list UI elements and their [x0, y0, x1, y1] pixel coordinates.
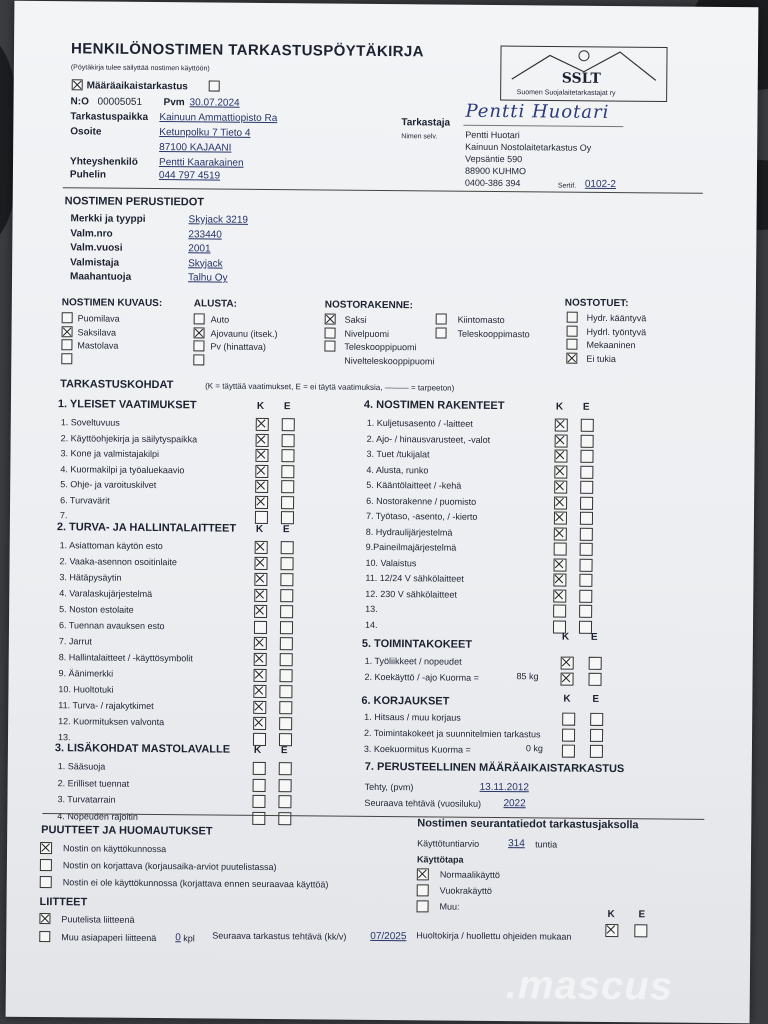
basic-label-2: Valm.nro	[70, 227, 113, 240]
kuvaus-label-puomilava: Puomilava	[77, 313, 120, 324]
tuet-title: NOSTOTUET:	[564, 297, 629, 310]
osoite-line1: Ketunpolku 7 Tieto 4	[159, 127, 251, 139]
s4-item-9: 9.Paineilmajärjestelmä	[365, 541, 457, 553]
s6-e-checkbox-1[interactable]	[590, 713, 603, 726]
s4-item-12: 12. 230 V sähkölaitteet	[365, 588, 457, 600]
s4-e-checkbox-1[interactable]	[581, 419, 594, 432]
s1-k-checkbox-2[interactable]	[256, 433, 269, 446]
s4-item-14: 14.	[364, 619, 378, 630]
s3-k-checkbox-2[interactable]	[253, 778, 266, 791]
s4-e-checkbox-8[interactable]	[580, 527, 593, 540]
s2-item-2: 2. Vaaka-asennon osoitinlaite	[59, 556, 178, 568]
no-label: N:O	[70, 96, 89, 108]
s2-e-checkbox-3[interactable]	[280, 573, 293, 586]
basic-value-4: Skyjack	[188, 257, 223, 270]
puhelin-label: Puhelin	[69, 169, 107, 181]
s2-item-11: 11. Turva- / rajakytkimet	[58, 700, 154, 712]
s4-item-7: 7. Työtaso, -asento, / -kierto	[365, 510, 478, 522]
s1-item-7: 7.	[59, 510, 68, 521]
s3-e-checkbox-2[interactable]	[279, 779, 292, 792]
next-inspection-value: 07/2025	[370, 930, 407, 943]
tuet-checkbox-4[interactable]	[566, 352, 577, 363]
s4-e-checkbox-2[interactable]	[581, 434, 594, 447]
next-inspection-label: Seuraava tarkastus tehtävä (kk/v)	[212, 930, 347, 942]
s2-e-checkbox-11[interactable]	[279, 701, 292, 714]
kuvaus-checkbox-1[interactable]	[62, 312, 73, 323]
s1-e-checkbox-6[interactable]	[281, 496, 294, 509]
s3-item-4: 4. Nopeuden rajoitin	[57, 810, 138, 822]
s5-load-value: 85 kg	[516, 671, 539, 682]
s4-e-checkbox-11[interactable]	[579, 574, 592, 587]
s4-item-13: 13.	[365, 603, 378, 614]
s2-e-checkbox-8[interactable]	[280, 653, 293, 666]
tarkastaja-label: Tarkastaja	[401, 117, 451, 129]
kayttotapa-checkbox-muu[interactable]	[417, 900, 429, 912]
s2-e-checkbox-10[interactable]	[279, 685, 292, 698]
s3-e-header: E	[280, 745, 288, 757]
pvm-value: 30.07.2024	[189, 97, 240, 109]
tuet-label-hydr-kääntyvä: Hydr. kääntyvä	[586, 312, 647, 324]
s4-k-checkbox-8[interactable]	[554, 527, 567, 540]
basic-value-5: Talhu Oy	[187, 272, 228, 284]
rakenne-title: NOSTORAKENNE:	[324, 299, 414, 312]
kayttotapa-label: Käyttötapa	[416, 854, 464, 865]
tuet-label-hydrl-työntyvä: Hydrl. työntyvä	[586, 326, 647, 337]
kayttotapa-label-vuokrakäyttö: Vuokrakäyttö	[439, 885, 492, 896]
form-subtitle: (Pöytäkirja tulee säilyttää nostimen käyttöön)	[70, 64, 210, 73]
s1-e-header: E	[283, 401, 291, 413]
attachment-label-puutelista: Puutelista liitteenä	[61, 914, 135, 925]
s2-item-5: 5. Noston estolaite	[59, 604, 134, 615]
s6-k-checkbox-1[interactable]	[562, 713, 575, 726]
tuet-label-ei-tukia: Ei tukia	[586, 353, 616, 364]
s2-k-checkbox-1[interactable]	[255, 541, 268, 554]
rakenne-checkbox-nivelpuomi[interactable]	[325, 327, 336, 338]
s4-item-6: 6. Nostorakenne / puomisto	[366, 495, 477, 507]
s2-k-checkbox-3[interactable]	[254, 573, 267, 586]
s2-e-checkbox-5[interactable]	[280, 605, 293, 618]
rakenne-label-teleskooppipuomi: Teleskooppipuomi	[344, 341, 417, 353]
s2-item-12: 12. Kuormituksen valvonta	[58, 716, 165, 728]
attachment-count-unit: kpl	[183, 933, 195, 944]
maaraaikais-extra-checkbox[interactable]	[209, 80, 220, 91]
s7-seur-value: 2022	[503, 798, 526, 810]
s5-item-2: 2. Koekäyttö / -ajo Kuorma =	[364, 671, 479, 683]
s6-title: 6. KORJAUKSET	[361, 694, 450, 708]
s2-item-7: 7. Jarrut	[58, 636, 92, 647]
s6-e-checkbox-2[interactable]	[590, 729, 603, 742]
manual-e-checkbox[interactable]	[634, 924, 647, 937]
s1-k-checkbox-4[interactable]	[255, 464, 268, 477]
s4-e-checkbox-10[interactable]	[579, 558, 592, 571]
s1-e-checkbox-2[interactable]	[282, 434, 295, 447]
tuet-checkbox-1[interactable]	[567, 312, 578, 323]
s4-e-header: E	[582, 401, 590, 413]
s1-e-checkbox-7[interactable]	[281, 511, 294, 524]
basic-info-title: NOSTIMEN PERUSTIEDOT	[64, 195, 205, 209]
s1-item-5: 5. Ohje- ja varoituskilvet	[60, 479, 157, 491]
attachment-checkbox-puutelista[interactable]	[39, 913, 50, 924]
s2-e-checkbox-2[interactable]	[280, 557, 293, 570]
s2-e-checkbox-4[interactable]	[280, 589, 293, 602]
sslt-logo-text: SSLT	[561, 70, 601, 87]
s1-k-checkbox-1[interactable]	[256, 418, 269, 431]
rakenne-label-nivelteleskooppipuomi: Nivelteleskooppipuomi	[344, 355, 435, 366]
alusta-label-ajovaunu-itsek: Ajovaunu (itsek.)	[210, 327, 278, 339]
s3-e-checkbox-4[interactable]	[278, 812, 291, 825]
sertif-value: 0102-2	[584, 178, 617, 191]
rakenne-label-saksi: Saksi	[344, 314, 367, 325]
s6-item-2: 2. Toimintakokeet ja suunnitelmien tarkastus	[364, 727, 541, 740]
hours-value: 314	[508, 838, 525, 850]
rakenne-label-nivelpuomi: Nivelpuomi	[344, 328, 390, 339]
s7-tehty-value: 13.11.2012	[479, 781, 529, 794]
s2-k-checkbox-2[interactable]	[254, 557, 267, 570]
s4-k-checkbox-10[interactable]	[553, 558, 566, 571]
s6-e-checkbox-3[interactable]	[590, 745, 603, 758]
attachment-checkbox-muu[interactable]	[39, 931, 50, 942]
s6-k-checkbox-2[interactable]	[562, 729, 575, 742]
s5-e-checkbox-2[interactable]	[588, 673, 601, 686]
s2-k-checkbox-8[interactable]	[254, 653, 267, 666]
s6-k-checkbox-3[interactable]	[562, 745, 575, 758]
alusta-checkbox-2[interactable]	[194, 327, 205, 338]
kuvaus-label-mastolava: Mastolava	[77, 340, 119, 351]
defect-checkbox-2[interactable]	[40, 859, 52, 871]
alusta-checkbox-4[interactable]	[193, 354, 204, 365]
kayttotapa-checkbox-normaalikäyttö[interactable]	[417, 868, 429, 880]
s4-k-checkbox-3[interactable]	[554, 450, 567, 463]
s4-k-checkbox-13[interactable]	[553, 604, 566, 617]
kayttotapa-label-normaalikäyttö: Normaalikäyttö	[439, 869, 500, 881]
s2-e-checkbox-9[interactable]	[280, 669, 293, 682]
s3-e-checkbox-1[interactable]	[279, 762, 292, 775]
s4-item-1: 1. Kuljetusasento / -laitteet	[366, 417, 473, 429]
s2-item-6: 6. Tuennan avauksen esto	[58, 620, 165, 632]
s6-k-header: K	[563, 693, 571, 705]
puhelin-value: 044 797 4519	[158, 170, 221, 182]
yhteys-label: Yhteyshenkilö	[69, 156, 138, 168]
attachment-count: 0	[175, 932, 181, 944]
rakenne-checkbox-kiintomasto[interactable]	[436, 313, 447, 324]
basic-label-3: Valm.vuosi	[70, 242, 123, 254]
kuvaus-checkbox-3[interactable]	[61, 339, 72, 350]
osoite-label: Osoite	[70, 126, 102, 138]
s4-e-checkbox-6[interactable]	[580, 496, 593, 509]
kayttotapa-checkbox-vuokrakäyttö[interactable]	[417, 884, 429, 896]
osoite-line2: 87100 KAJAANI	[159, 142, 232, 154]
hours-unit: tuntia	[535, 839, 558, 850]
s4-e-checkbox-4[interactable]	[580, 465, 593, 478]
s2-k-checkbox-12[interactable]	[253, 717, 266, 730]
inspector-company: Kainuun Nostolaitetarkastus Oy	[465, 141, 592, 153]
s1-e-checkbox-1[interactable]	[282, 418, 295, 431]
s5-k-header: K	[561, 631, 570, 643]
maaraaikais-label: Määräaikaistarkastus	[86, 80, 188, 93]
basic-label-1: Merkki ja tyyppi	[70, 213, 146, 225]
s4-k-checkbox-12[interactable]	[553, 589, 566, 602]
basic-value-2: 233440	[188, 228, 222, 241]
s3-item-3: 3. Turvatarrain	[57, 794, 116, 805]
inspector-name: Pentti Huotari	[465, 129, 520, 141]
form-title: HENKILÖNOSTIMEN TARKASTUSPÖYTÄKIRJA	[70, 40, 424, 61]
hours-label: Käyttötuntiarvio	[417, 838, 480, 849]
manual-e-header: E	[638, 909, 646, 921]
rakenne-checkbox-teleskooppimasto[interactable]	[436, 327, 447, 338]
nimen-selv-label: Nimen selv.	[401, 133, 438, 141]
s2-e-checkbox-6[interactable]	[280, 621, 293, 634]
paikka-value: Kainuun Ammattiopisto Ra	[159, 112, 278, 125]
s5-k-checkbox-1[interactable]	[561, 657, 574, 670]
s4-e-checkbox-5[interactable]	[580, 481, 593, 494]
s7-seur-label: Seuraava tehtävä (vuosiluku)	[364, 797, 482, 809]
s4-e-checkbox-9[interactable]	[580, 543, 593, 556]
inspector-street: Vepsäntie 590	[465, 153, 523, 165]
s4-item-2: 2. Ajo- / hinausvarusteet, -valot	[366, 433, 491, 445]
s2-k-checkbox-11[interactable]	[253, 701, 266, 714]
manual-label: Huoltokirja / huollettu ohjeiden mukaan	[416, 930, 572, 942]
sertif-label: Sertif.	[557, 182, 577, 190]
s3-title: 3. LISÄKOHDAT MASTOLAVALLE	[54, 742, 231, 756]
kuvaus-checkbox-2[interactable]	[62, 326, 73, 337]
sslt-logo-caption: Suomen Suojalaitetarkastajat ry	[516, 89, 616, 98]
s2-item-3: 3. Hätäpysäytin	[59, 572, 122, 583]
s4-k-checkbox-4[interactable]	[554, 465, 567, 478]
s2-item-13: 13.	[57, 732, 71, 743]
s5-k-checkbox-2[interactable]	[560, 673, 573, 686]
s1-k-checkbox-5[interactable]	[255, 480, 268, 493]
s1-e-checkbox-4[interactable]	[281, 465, 294, 478]
s4-k-checkbox-9[interactable]	[554, 542, 567, 555]
s2-k-checkbox-5[interactable]	[254, 605, 267, 618]
basic-label-4: Valmistaja	[70, 256, 120, 269]
s6-item-1: 1. Hitsaus / muu korjaus	[364, 711, 461, 723]
defect-label-2: Nostin on korjattava (korjausaika-arviot puutelistassa)	[62, 860, 277, 873]
alusta-checkbox-3[interactable]	[193, 340, 204, 351]
basic-value-3: 2001	[188, 243, 211, 255]
s4-e-checkbox-13[interactable]	[579, 605, 592, 618]
kuvaus-label-saksilava: Saksilava	[77, 326, 117, 338]
defects-title: PUUTTEET JA HUOMAUTUKSET	[41, 824, 213, 838]
s2-k-checkbox-10[interactable]	[253, 685, 266, 698]
attachments-title: LIITTEET	[39, 896, 88, 909]
s4-item-5: 5. Kääntölaitteet / -kehä	[366, 479, 462, 491]
s4-k-checkbox-5[interactable]	[554, 481, 567, 494]
inspector-phone: 0400-386 394	[464, 177, 521, 189]
no-value: 00005051	[97, 96, 143, 108]
s2-item-10: 10. Huoltotuki	[58, 684, 114, 695]
alusta-label-pv-hinattava: Pv (hinattava)	[210, 341, 267, 352]
s3-k-checkbox-4[interactable]	[252, 811, 265, 824]
s2-e-checkbox-12[interactable]	[279, 717, 292, 730]
pvm-label: Pvm	[163, 97, 185, 109]
s2-item-8: 8. Hallintalaitteet / -käyttösymbolit	[58, 652, 193, 664]
s2-item-4: 4. Varalaskujärjestelmä	[59, 588, 153, 599]
s1-item-4: 4. Kuormakilpi ja työaluekaavio	[60, 463, 185, 475]
s1-e-checkbox-5[interactable]	[281, 480, 294, 493]
s3-k-header: K	[253, 744, 262, 756]
s2-e-checkbox-7[interactable]	[280, 637, 293, 650]
s2-k-checkbox-9[interactable]	[254, 669, 267, 682]
rakenne-label-kiintomasto: Kiintomasto	[457, 314, 505, 326]
s3-k-checkbox-3[interactable]	[252, 795, 265, 808]
s4-item-8: 8. Hydraulijärjestelmä	[365, 526, 453, 538]
s1-item-3: 3. Kone ja valmistajakilpi	[60, 448, 160, 460]
s1-e-checkbox-3[interactable]	[281, 449, 294, 462]
kuvaus-title: NOSTIMEN KUVAUS:	[61, 297, 163, 310]
rakenne-checkbox-saksi[interactable]	[325, 313, 336, 324]
manual-k-header: K	[607, 908, 615, 921]
paikka-label: Tarkastuspaikka	[70, 111, 149, 123]
s4-e-checkbox-3[interactable]	[580, 450, 593, 463]
s4-e-checkbox-7[interactable]	[580, 512, 593, 525]
s1-k-header: K	[256, 400, 265, 412]
rakenne-checkbox-teleskooppipuomi[interactable]	[324, 340, 335, 351]
s7-title: 7. PERUSTEELLINEN MÄÄRÄAIKAISTARKASTUS	[364, 760, 625, 776]
signature-line	[463, 125, 623, 127]
basic-value-1: Skyjack 3219	[188, 214, 249, 226]
s4-k-checkbox-6[interactable]	[554, 496, 567, 509]
s4-k-checkbox-1[interactable]	[555, 419, 568, 432]
s1-item-2: 2. Käyttöohjekirja ja säilytyspaikka	[60, 432, 198, 444]
s6-item-3: 3. Koekuormitus Kuorma =	[363, 743, 471, 755]
s1-k-checkbox-6[interactable]	[255, 495, 268, 508]
s6-load-value: 0 kg	[525, 743, 544, 754]
tuet-checkbox-3[interactable]	[566, 339, 577, 350]
s2-title: 2. TURVA- JA HALLINTALAITTEET	[56, 521, 237, 535]
defect-label-3: Nostin ei ole käyttökunnossa (korjattava ennen seuraavaa käyttöä)	[62, 877, 329, 890]
yhteys-value: Pentti Kaarakainen	[158, 157, 244, 169]
defect-checkbox-3[interactable]	[40, 876, 52, 888]
s1-item-1: 1. Soveltuvuus	[60, 417, 120, 428]
defect-checkbox-1[interactable]	[40, 842, 52, 854]
kayttotapa-label-muu: Muu:	[439, 901, 460, 912]
s2-item-1: 1. Asiattoman käytön esto	[59, 540, 163, 552]
s5-title: 5. TOIMINTAKOKEET	[361, 637, 473, 651]
s1-k-checkbox-3[interactable]	[255, 449, 268, 462]
monitor-title: Nostimen seurantatiedot tarkastusjaksolla	[417, 817, 639, 832]
s3-k-checkbox-1[interactable]	[253, 762, 266, 775]
s7-tehty-label: Tehty, (pvm)	[364, 781, 414, 793]
s4-k-checkbox-2[interactable]	[555, 434, 568, 447]
s4-k-checkbox-11[interactable]	[553, 573, 566, 586]
s3-e-checkbox-3[interactable]	[278, 795, 291, 808]
s4-title: 4. NOSTIMEN RAKENTEET	[363, 398, 505, 413]
s1-k-checkbox-7[interactable]	[255, 511, 268, 524]
inspector-city: 88900 KUHMO	[464, 165, 527, 177]
s4-k-header: K	[555, 401, 564, 413]
checks-title: TARKASTUSKOHDAT	[60, 378, 174, 392]
manual-k-checkbox[interactable]	[605, 924, 618, 937]
attachment-label-muu: Muu asiapaperi liitteenä	[61, 932, 157, 944]
s5-item-1: 1. Työliikkeet / nopeudet	[364, 655, 462, 667]
defect-label-1: Nostin on käyttökunnossa	[63, 843, 167, 855]
s6-e-header: E	[592, 693, 600, 705]
s4-k-checkbox-7[interactable]	[554, 512, 567, 525]
s2-k-checkbox-4[interactable]	[254, 589, 267, 602]
tuet-checkbox-2[interactable]	[567, 325, 578, 336]
maaraaikais-checkbox[interactable]	[72, 79, 83, 90]
tuet-label-mekaaninen: Mekaaninen	[586, 339, 636, 351]
s2-e-header: E	[282, 524, 290, 536]
s4-item-11: 11. 12/24 V sähkölaitteet	[365, 572, 464, 584]
checks-legend: (K = täyttää vaatimukset, E = ei täytä vaatimuksia, ——— = tarpeeton)	[205, 381, 455, 393]
rakenne-label-teleskooppimasto: Teleskooppimasto	[457, 328, 530, 339]
s4-item-3: 3. Tuet /tukijalat	[366, 448, 430, 460]
alusta-label-auto: Auto	[210, 314, 230, 325]
s1-title: 1. YLEISET VAATIMUKSET	[57, 398, 197, 412]
s2-k-header: K	[255, 523, 264, 535]
inspector-signature: Pentti Huotari	[465, 100, 610, 123]
s3-item-2: 2. Erilliset tuennat	[57, 777, 130, 789]
s2-item-9: 9. Äänimerkki	[58, 668, 114, 679]
alusta-checkbox-1[interactable]	[194, 313, 205, 324]
s4-item-10: 10. Valaistus	[365, 557, 417, 568]
s2-k-checkbox-6[interactable]	[254, 621, 267, 634]
s5-e-checkbox-1[interactable]	[589, 657, 602, 670]
mascus-watermark: .mascus	[505, 963, 674, 1009]
s3-item-1: 1. Sääsuoja	[57, 761, 106, 772]
alusta-title: ALUSTA:	[193, 298, 237, 310]
basic-label-5: Maahantuoja	[69, 271, 132, 283]
s2-k-checkbox-7[interactable]	[254, 637, 267, 650]
s1-item-6: 6. Turvavärit	[60, 494, 110, 506]
s2-e-checkbox-1[interactable]	[281, 541, 294, 554]
s5-e-header: E	[590, 631, 598, 643]
kuvaus-checkbox-4[interactable]	[61, 353, 72, 364]
s4-item-4: 4. Alusta, runko	[366, 464, 429, 475]
inspection-form-paper	[6, 1, 759, 1023]
s4-e-checkbox-12[interactable]	[579, 589, 592, 602]
